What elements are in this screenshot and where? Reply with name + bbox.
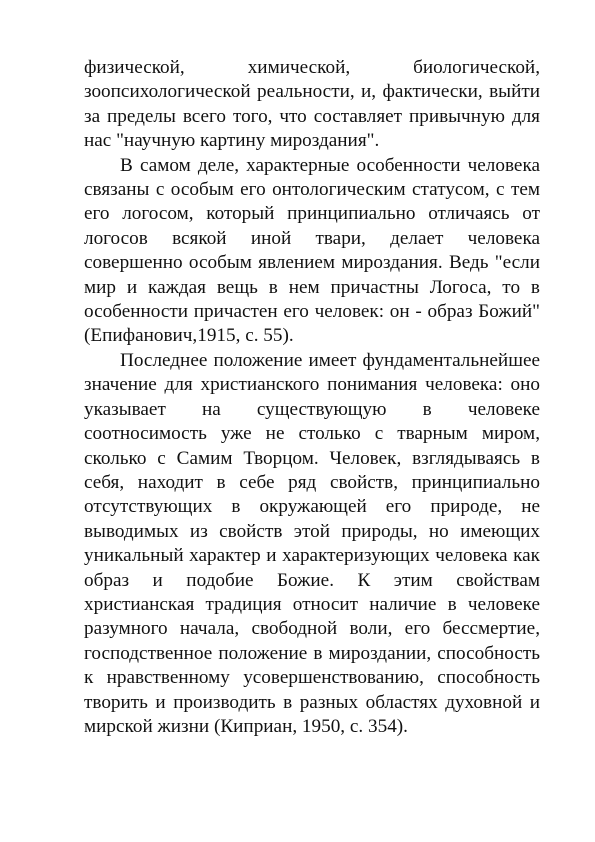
paragraph-2: В самом деле, характерные особенности человека связаны с особым его онтологическим статусом, с тем его логосом, который принципиально отличаясь от логосов всякой иной твари, делает человека совершенно особым явлением мироздания. Ведь "если мир и каждая вещь в нем причастны Логоса, то в особенности причастен его человек: он - образ Божий" (Епифанович,1915, с. 55). bbox=[84, 154, 540, 347]
paragraph-3: Последнее положение имеет фундаментальнейшее значение для христианского понимания человека: оно указывает на существующую в человеке соотносимость уже не столько с тварным миром, сколько с Самим Творцом. Человек, взглядываясь в себя, находит в себе ряд свойств, принципиально отсутствующих в окружающей его природе, не выводимых из свойств этой природы, но имеющих уникальный характер и характеризующих человека как образ и подобие Божие. К этим свойствам христианская традиция относит наличие в человеке разумного начала, свободной воли, его бессмертие, господственное положение в мироздании, способность к нравственному усовершенствованию, способность творить и производить в разных областях духовной и мирской жизни (Киприан, 1950, с. 354). bbox=[84, 349, 540, 737]
paragraph-1: физической, химической, биологической, зоопсихологической реальности, и, фактически, выйти за пределы всего того, что составляет привычную для нас "научную картину мироздания". bbox=[84, 57, 540, 152]
body-text bbox=[84, 56, 540, 739]
